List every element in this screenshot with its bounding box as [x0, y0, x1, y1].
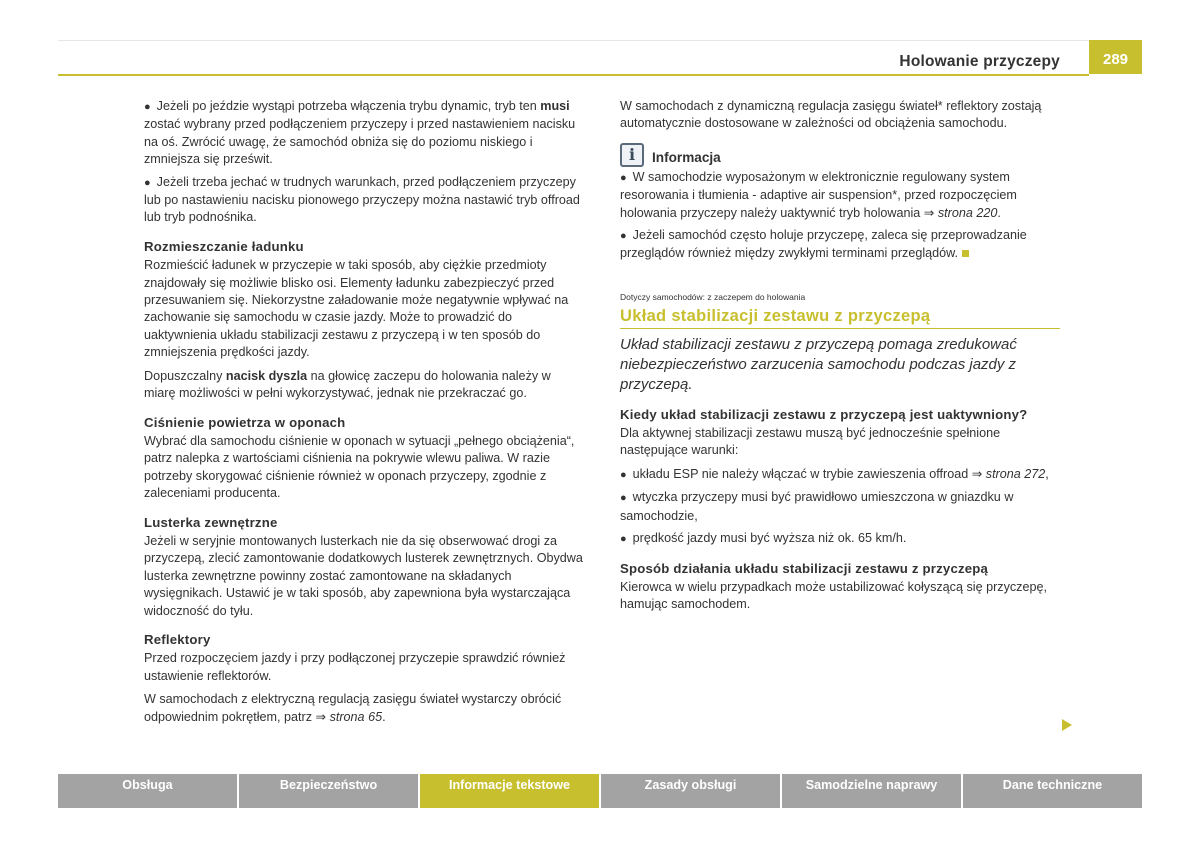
list-item: ● W samochodzie wyposażonym w elektronicznie regulowany system resorowania i tłumienia - adaptive air suspension*, przed rozpoczęciem holowania przyczepy należy uaktywnić tryb holowania ⇒ strona 220.	[620, 169, 1017, 220]
right-column	[620, 98, 1060, 620]
tab-obsluga[interactable]: Obsługa	[58, 774, 237, 808]
info-header	[620, 143, 1060, 167]
tab-informacje-tekstowe[interactable]: Informacje tekstowe	[420, 774, 599, 808]
page-reference-link[interactable]: strona 220	[937, 205, 998, 220]
page-reference-link[interactable]: strona 65	[329, 709, 383, 724]
tab-dane-techniczne[interactable]: Dane techniczne	[963, 774, 1142, 808]
subheading-loading: Rozmieszczanie ładunku	[144, 238, 304, 254]
end-of-section-icon	[962, 250, 969, 257]
page-header-title: Holowanie przyczepy	[899, 53, 1060, 70]
paragraph-dynamic-headlights: W samochodach z dynamiczną regulacja zasięgu świateł* reflektory zostają automatycznie dostosowane w zależności od obciążenia samochodu.	[620, 99, 1042, 131]
bullet-icon: ●	[620, 171, 627, 184]
left-column	[144, 98, 584, 732]
header-divider	[58, 74, 1089, 76]
list-item: ● Jeżeli trzeba jechać w trudnych warunkach, przed podłączeniem przyczepy lub po nastawieniu nacisku pionowego przyczepy można nastawić tryb offroad lub tryb podnośnika.	[144, 174, 580, 225]
list-item: ● układu ESP nie należy włączać w trybie zawieszenia offroad ⇒ strona 272,	[620, 466, 1049, 481]
paragraph-how-it-works: Kierowca w wielu przypadkach może ustabilizować kołyszącą się przyczepę, hamując samochodem.	[620, 579, 1047, 612]
bullet-icon: ●	[144, 101, 151, 113]
subheading-mirrors: Lusterka zewnętrzne	[144, 514, 278, 530]
section-title: Układ stabilizacji zestawu z przyczepą	[620, 308, 1060, 328]
subheading-how-it-works: Sposób działania układu stabilizacji zestawu z przyczepą	[620, 560, 989, 576]
tab-samodzielne-naprawy[interactable]: Samodzielne naprawy	[782, 774, 961, 808]
tab-bezpieczenstwo[interactable]: Bezpieczeństwo	[239, 774, 418, 808]
bullet-icon: ●	[620, 492, 627, 505]
bullet-icon: ●	[620, 468, 627, 481]
list-item: ● Jeżeli po jeździe wystąpi potrzeba włączenia trybu dynamic, tryb ten musi zostać wybrany przed podłączeniem przyczepy i przed nastawieniem nacisku na oś. Zwrócić uwagę, że samochód obniża się do poziomu niskiego i zmniejsza się prześwit.	[144, 99, 576, 167]
info-icon: i	[620, 143, 644, 167]
next-page-arrow-icon[interactable]	[1062, 719, 1072, 731]
page-reference-link[interactable]: strona 272	[985, 466, 1046, 481]
paragraph-loading: Rozmieścić ładunek w przyczepie w taki sposób, aby ciężkie przedmioty znajdowały się możliwie blisko osi. Elementy ładunku zabezpieczyć przed przesuwaniem się. Niekorzystne załadowanie może negatywnie wpływać na zachowanie się samochodu w czasie jazdy. Może to prowadzić do uaktywnienia układu stabilizacji zestawu z przyczepą i w ten sposób do zmniejszenia prędkości jazdy.	[144, 258, 569, 360]
top-divider	[58, 40, 1142, 41]
page-number: 289	[1089, 40, 1142, 74]
info-box	[620, 143, 1060, 263]
chapter-tabs	[58, 774, 1142, 808]
list-item: ● prędkość jazdy musi być wyższa niż ok. 65 km/h.	[620, 531, 907, 546]
paragraph-conditions: Dla aktywnej stabilizacji zestawu muszą być jednocześnie spełnione następujące warunki:	[620, 426, 1001, 458]
list-item: ● wtyczka przyczepy musi być prawidłowo umieszczona w gniazdku w samochodzie,	[620, 490, 1014, 523]
paragraph-headlights-adjust: W samochodach z elektryczną regulacją zasięgu świateł wystarczy obrócić odpowiednim pokrętłem, patrz ⇒ strona 65.	[144, 692, 562, 724]
bullet-icon: ●	[620, 533, 627, 546]
subheading-headlights: Reflektory	[144, 631, 211, 647]
applies-to-note: Dotyczy samochodów: z zaczepem do holowania	[620, 291, 806, 302]
section-lead: Układ stabilizacji zestawu z przyczepą pomaga zredukować niebezpieczeństwo zarzucenia samochodu podczas jazdy z przyczepą.	[620, 335, 1017, 393]
bullet-icon: ●	[144, 176, 151, 189]
list-item: ● Jeżeli samochód często holuje przyczepę, zaleca się przeprowadzanie przeglądów również między zwykłymi terminami przeglądów.	[620, 228, 1027, 261]
paragraph-mirrors: Jeżeli w seryjnie montowanych lusterkach nie da się obserwować drogi za przyczepą, zlecić zamontowanie dodatkowych lusterek zewnętrznych. Obydwa lusterka zewnętrzne powinny zostać zamontowane na składanych wysięgnikach. Ustawić je w taki sposób, aby zapewniona była wystarczająca widoczność do tyłu.	[144, 533, 583, 618]
paragraph-headlights: Przed rozpoczęciem jazdy i przy podłączonej przyczepie sprawdzić również ustawienie reflektorów.	[144, 651, 566, 683]
paragraph-drawbar: Dopuszczalny nacisk dyszla na głowicę zaczepu do holowania należy w miarę możliwości w pełni wykorzystywać, jednak nie przekraczać go.	[144, 368, 551, 401]
bullet-icon: ●	[620, 230, 627, 243]
subheading-when-active: Kiedy układ stabilizacji zestawu z przyczepą jest uaktywniony?	[620, 406, 1028, 422]
paragraph-tires: Wybrać dla samochodu ciśnienie w oponach w sytuacji „pełnego obciążenia“, patrz nalepka z wartościami ciśnienia na pokrywie wlewu paliwa. W razie potrzeby skorygować ciśnienie również w oponach przyczepy, zgodnie z zaleceniami producenta.	[144, 433, 575, 501]
tab-zasady-obslugi[interactable]: Zasady obsługi	[601, 774, 780, 808]
subheading-tires: Ciśnienie powietrza w oponach	[144, 414, 346, 430]
info-title: Informacja	[652, 150, 721, 166]
